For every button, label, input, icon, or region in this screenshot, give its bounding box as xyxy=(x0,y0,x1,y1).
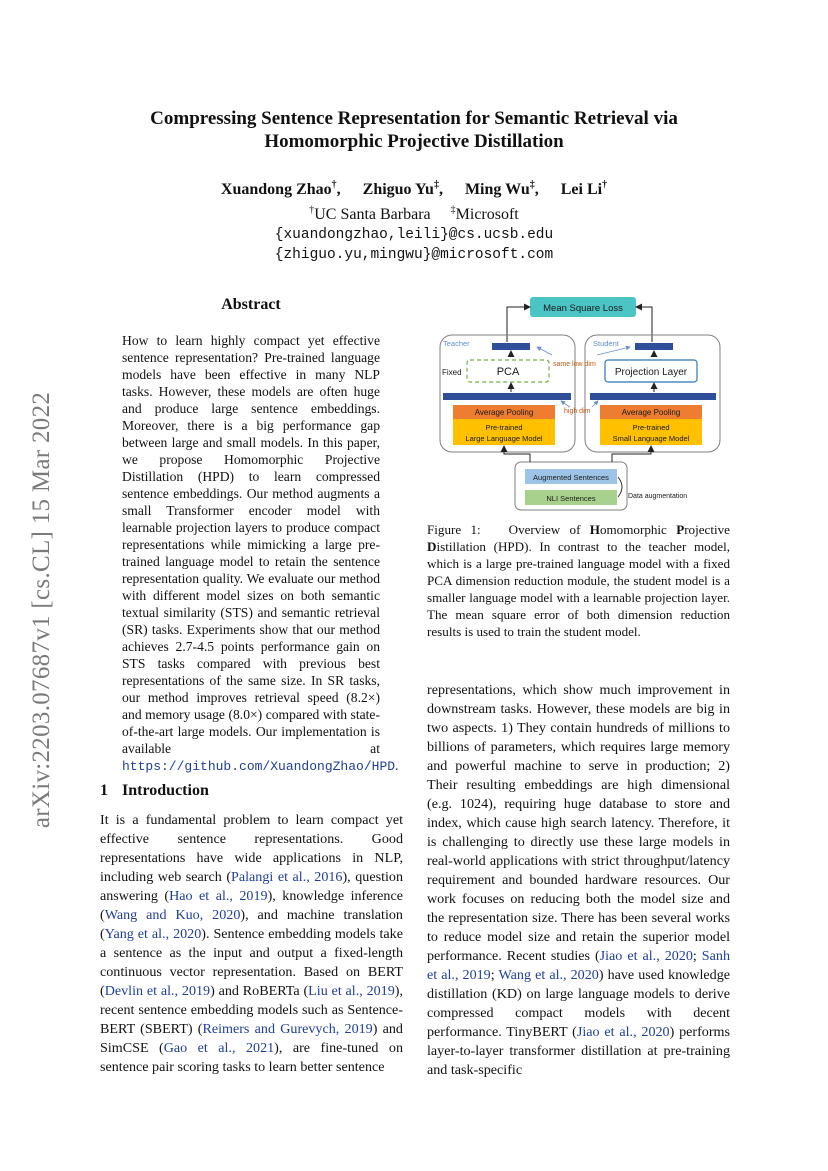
author: Lei Li† xyxy=(560,180,608,199)
caption-bold: P xyxy=(676,522,685,537)
paragraph-text: ) have used knowledge distillation (KD) on large language models to derive compressed compact models with decent performance. TinyBERT ( xyxy=(427,967,731,1040)
student-model-label: Small Language Model xyxy=(612,434,690,443)
code-link[interactable]: https://github.com/XuandongZhao/HPD xyxy=(122,759,396,774)
citation-link[interactable]: Liu et al., 2019 xyxy=(308,983,395,999)
teacher-pooling-label: Average Pooling xyxy=(474,408,534,417)
email-line[interactable]: {xuandongzhao,leili}@cs.ucsb.edu xyxy=(274,226,554,243)
paragraph-text: ). Sentence embedding models take a sentence as the input and output a fixed-length continuous vector representation. Based on BERT ( xyxy=(100,926,403,999)
caption-bold: D xyxy=(427,539,437,554)
figure-caption xyxy=(427,521,730,640)
arxiv-identifier-text: arXiv:2203.07687v1 [cs.CL] 15 Mar 2022 xyxy=(28,391,55,829)
teacher-model-label: Large Language Model xyxy=(465,434,543,443)
abstract-body xyxy=(122,332,399,775)
citation-link[interactable]: Jiao et al., 2020 xyxy=(599,948,693,964)
citation-link[interactable]: Devlin et al., 2019 xyxy=(104,983,211,999)
affiliations xyxy=(100,200,728,224)
citation-link[interactable]: Yang et al., 2020 xyxy=(104,926,202,942)
intro-paragraph-left xyxy=(100,811,403,1077)
arxiv-identifier xyxy=(22,360,62,860)
student-low-dim-vector xyxy=(635,343,673,350)
affiliation: †UC Santa Barbara xyxy=(309,204,431,223)
author-names xyxy=(100,176,728,200)
student-high-dim-vector xyxy=(590,393,716,400)
author: Ming Wu‡, xyxy=(464,180,539,199)
same-low-dim-note: same low dim xyxy=(553,361,596,368)
paragraph-text: representations, which show much improvement in downstream tasks. However, these models are big in two aspects. 1) They contain hundreds of millions to billions of parameters, which requires large memory and powerful machine to serve in production; 2) Their resulting embeddings are high dimensional (e.g. 1024), requiring huge database to store and index, which cause high search latency. Therefore, it is challenging to directly use these large models in real-world applications with strict throughput/latency requirement and bounded hardware resources. Our work focuses on reducing both the model size and the representation size. There has been several works to reduce model size and retain the superior model performance. Recent studies ( xyxy=(427,682,730,964)
citation-link[interactable]: Reimers and Gurevych, 2019 xyxy=(202,1021,373,1037)
loss-label: Mean Square Loss xyxy=(543,303,623,314)
section-number: 1 xyxy=(100,782,108,799)
citation-link[interactable]: Palangi et al., 2016 xyxy=(231,869,343,885)
student-pooling-label: Average Pooling xyxy=(621,408,681,417)
section-title: Introduction xyxy=(122,782,209,799)
caption-text: omomorphic xyxy=(599,522,667,537)
projection-label: Projection Layer xyxy=(614,367,688,378)
author: Zhiguo Yu‡, xyxy=(362,180,443,199)
author-block xyxy=(100,176,728,265)
paragraph-text: ), knowledge inference ( xyxy=(100,888,403,923)
fixed-label: Fixed xyxy=(442,368,462,377)
teacher-high-dim-vector xyxy=(443,393,571,400)
section-heading xyxy=(100,782,209,800)
caption-text: Overview of xyxy=(508,522,581,537)
citation-link[interactable]: Hao et al., 2019 xyxy=(169,888,268,904)
paragraph-text: It is a fundamental problem to learn compact yet effective sentence representations. Good representations have wide applications in NLP, including web search ( xyxy=(100,812,403,885)
citation-link[interactable]: Sanh et al., 2019 xyxy=(427,948,730,983)
paragraph-text: ), and machine translation ( xyxy=(100,907,403,942)
citation-link[interactable]: Wang and Kuo, 2020 xyxy=(104,907,241,923)
citation-link[interactable]: Jiao et al., 2020 xyxy=(576,1024,670,1040)
augmented-sentences-label: Augmented Sentences xyxy=(533,473,609,482)
citation-link[interactable]: Wang et al., 2020 xyxy=(498,967,599,983)
title-line-1: Compressing Sentence Representation for Semantic Retrieval via xyxy=(150,108,678,129)
student-pretrained-label: Pre-trained xyxy=(632,423,670,432)
paragraph-text: ) and SimCSE ( xyxy=(100,1021,403,1056)
teacher-label: Teacher xyxy=(443,339,470,348)
caption-text: rojective xyxy=(684,522,730,537)
caption-bold: H xyxy=(589,522,600,537)
abstract-heading: Abstract xyxy=(221,296,281,313)
caption-label: Figure 1: xyxy=(427,522,481,537)
teacher-pretrained-label: Pre-trained xyxy=(485,423,523,432)
paragraph-text: ), question answering ( xyxy=(100,869,403,904)
title-line-2: Homomorphic Projective Distillation xyxy=(264,131,564,152)
paragraph-text: ; xyxy=(692,948,702,964)
student-label: Student xyxy=(593,339,619,348)
affiliation: ‡Microsoft xyxy=(450,204,519,223)
caption-text: istillation (HPD). In contrast to the teacher model, which is a large pre-trained language model with a fixed PCA dimension reduction module, the student model is a smaller language model with a learnable projection layer. The mean square error of both dimension reduction results is used to train the student model. xyxy=(427,539,730,639)
teacher-low-dim-vector xyxy=(492,343,530,350)
hpd-overview-figure xyxy=(430,297,730,512)
paragraph-text: ) and RoBERTa ( xyxy=(210,983,309,999)
author: Xuandong Zhao†, xyxy=(220,180,341,199)
nli-sentences-label: NLI Sentences xyxy=(546,494,596,503)
paragraph-text: ; xyxy=(490,967,499,983)
email-line[interactable]: {zhiguo.yu,mingwu}@microsoft.com xyxy=(274,246,554,263)
paper-title xyxy=(100,107,728,153)
citation-link[interactable]: Gao et al., 2021 xyxy=(163,1040,275,1056)
high-dim-note: high dim xyxy=(564,408,591,415)
paragraph-text: ), are fine-tuned on sentence pair scoring tasks to learn better sentence xyxy=(100,1040,403,1075)
intro-paragraph-right xyxy=(427,681,730,1080)
pca-label: PCA xyxy=(496,366,520,378)
paragraph-text: ) performs layer-to-layer transformer distillation at pre-training and task-specific xyxy=(427,1024,730,1078)
data-augmentation-label: Data augmentation xyxy=(628,493,688,500)
abstract-text: How to learn highly compact yet effective sentence representation? Pre-trained language models have been effective in many NLP tasks. However, these models are often huge and produce large sentence embeddings. Moreover, there is a big performance gap between large and small models. In this paper, we propose Homomorphic Projective Distillation (HPD) to learn compressed sentence embeddings. Our method augments a small Transformer encoder model with learnable projection layers to produce compact representations while mimicking a large pre-trained language model to retain the sentence representation quality. We evaluate our method with different model sizes on both semantic textual similarity (STS) and semantic retrieval (SR) tasks. Experiments show that our method achieves 2.7-4.5 points performance gain on STS tasks compared with previous best representations of the same size. In SR tasks, our method improves retrieval speed (8.2×) and memory usage (8.0×) compared with state-of-the-art large models. Our implementation is available at xyxy=(122,333,380,756)
abstract-end: . xyxy=(395,758,399,773)
paragraph-text: ), recent sentence embedding models such as Sentence-BERT (SBERT) ( xyxy=(100,983,403,1037)
